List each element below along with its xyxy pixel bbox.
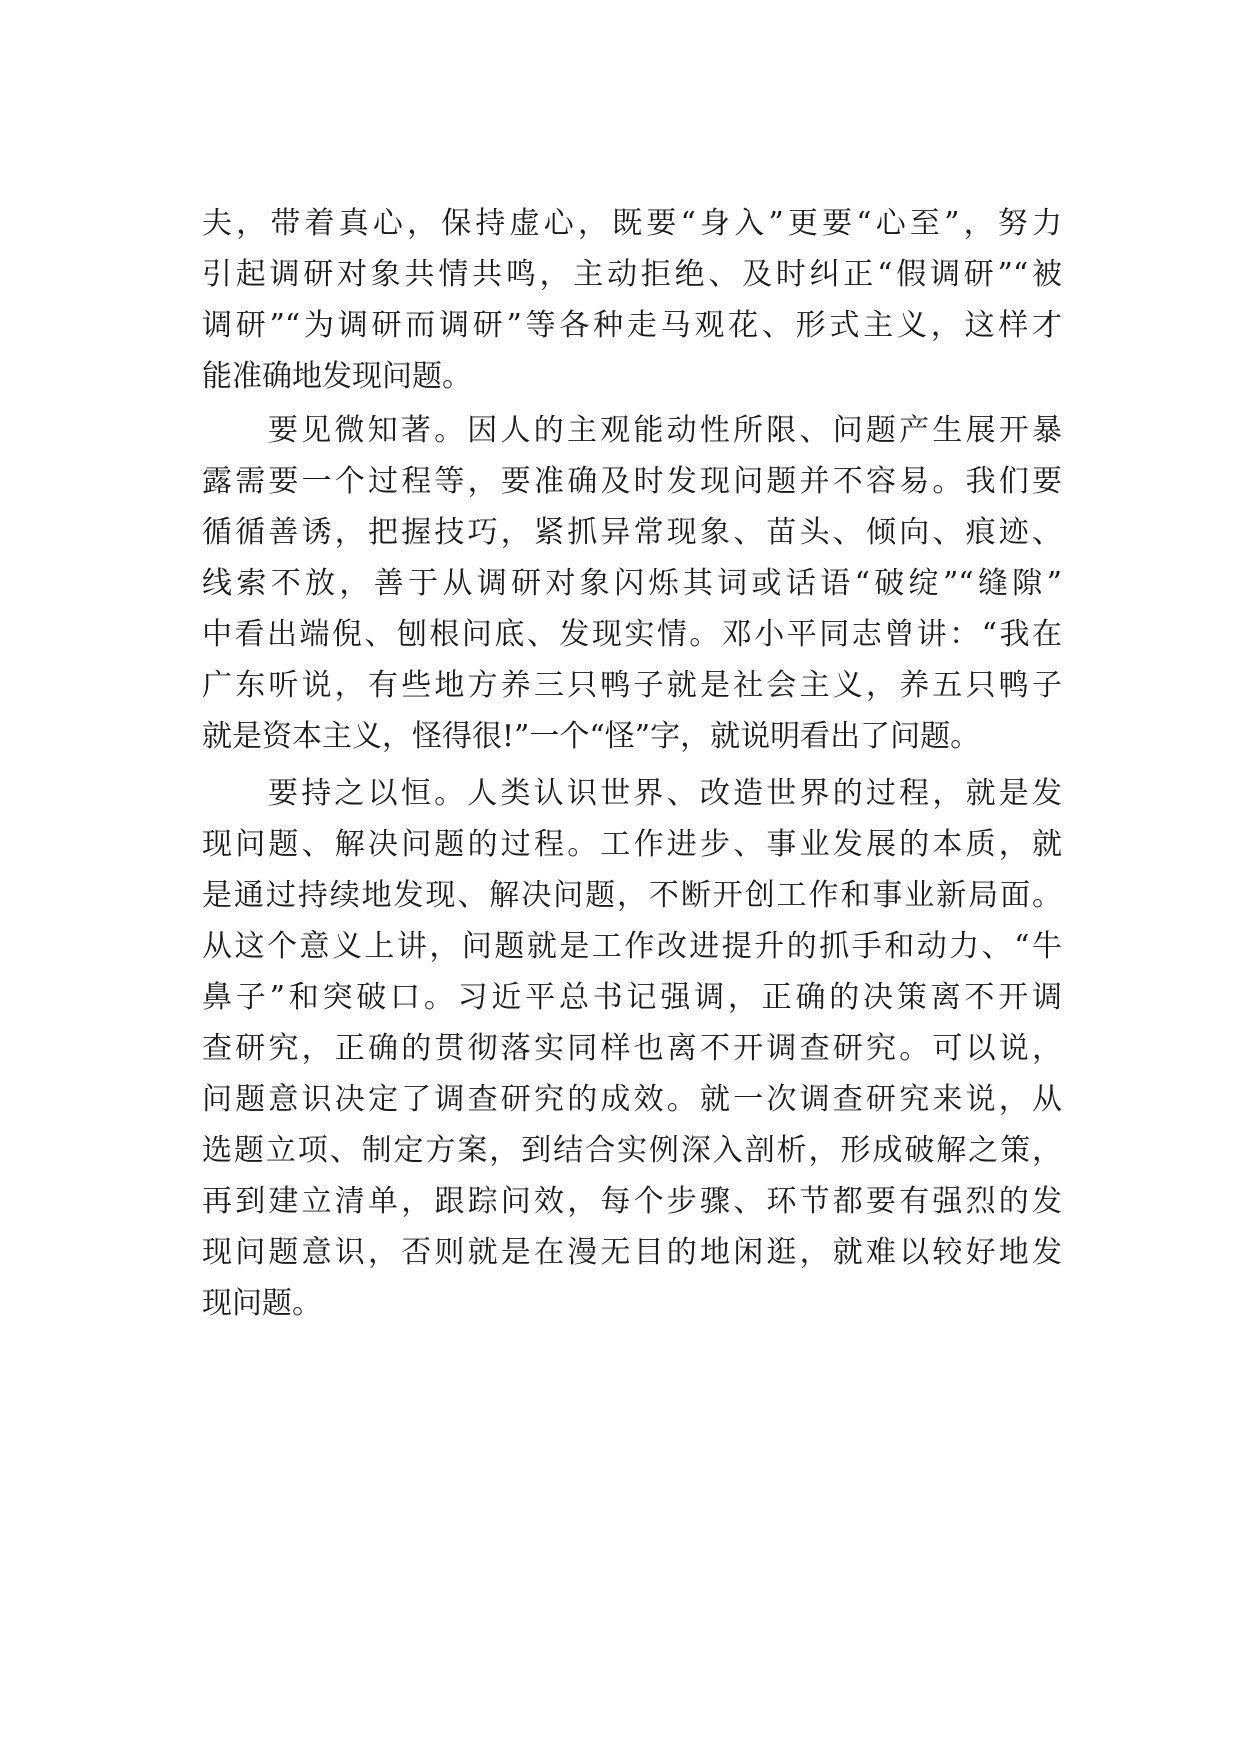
text-line: 现问题、解决问题的过程。工作进步、事业发展的本质，就 [202, 827, 1062, 862]
text-line: 线索不放，善于从调研对象闪烁其词或话语“破绽”“缝隙” [202, 566, 1062, 601]
text-line: 就是资本主义，怪得很!”一个“怪”字，就说明看出了问题。 [202, 719, 981, 754]
text-line: 能准确地发现问题。 [202, 359, 472, 394]
text-line: 中看出端倪、刨根问底、发现实情。邓小平同志曾讲：“我在 [202, 617, 1062, 652]
text-line: 查研究，正确的贯彻落实同样也离不开调查研究。可以说， [202, 1031, 1062, 1066]
paragraph [202, 768, 1062, 1329]
document-body [202, 198, 1062, 1329]
text-line: 露需要一个过程等，要准确及时发现问题并不容易。我们要 [202, 464, 1062, 499]
text-line: 引起调研对象共情共鸣，主动拒绝、及时纠正“假调研”“被 [202, 257, 1062, 292]
text-line: 问题意识决定了调查研究的成效。就一次调查研究来说，从 [202, 1082, 1062, 1117]
text-line: 调研”“为调研而调研”等各种走马观花、形式主义，这样才 [202, 308, 1062, 343]
text-line: 夫，带着真心，保持虚心，既要“身入”更要“心至”，努力 [202, 206, 1062, 241]
text-line: 要见微知著。因人的主观能动性所限、问题产生展开暴 [268, 413, 1062, 448]
text-line: 选题立项、制定方案，到结合实例深入剖析，形成破解之策， [202, 1133, 1062, 1168]
paragraph [202, 405, 1062, 762]
text-line: 从这个意义上讲，问题就是工作改进提升的抓手和动力、“牛 [202, 929, 1062, 964]
text-line: 现问题意识，否则就是在漫无目的地闲逛，就难以较好地发 [202, 1235, 1062, 1270]
paragraph [202, 198, 1062, 402]
text-line: 现问题。 [202, 1286, 322, 1321]
text-line: 再到建立清单，跟踪问效，每个步骤、环节都要有强烈的发 [202, 1184, 1062, 1219]
text-line: 要持之以恒。人类认识世界、改造世界的过程，就是发 [268, 776, 1062, 811]
text-line: 广东听说，有些地方养三只鸭子就是社会主义，养五只鸭子 [202, 668, 1062, 703]
text-line: 鼻子”和突破口。习近平总书记强调，正确的决策离不开调 [202, 980, 1062, 1015]
text-line: 循循善诱，把握技巧，紧抓异常现象、苗头、倾向、痕迹、 [202, 515, 1062, 550]
text-line: 是通过持续地发现、解决问题，不断开创工作和事业新局面。 [202, 878, 1062, 913]
